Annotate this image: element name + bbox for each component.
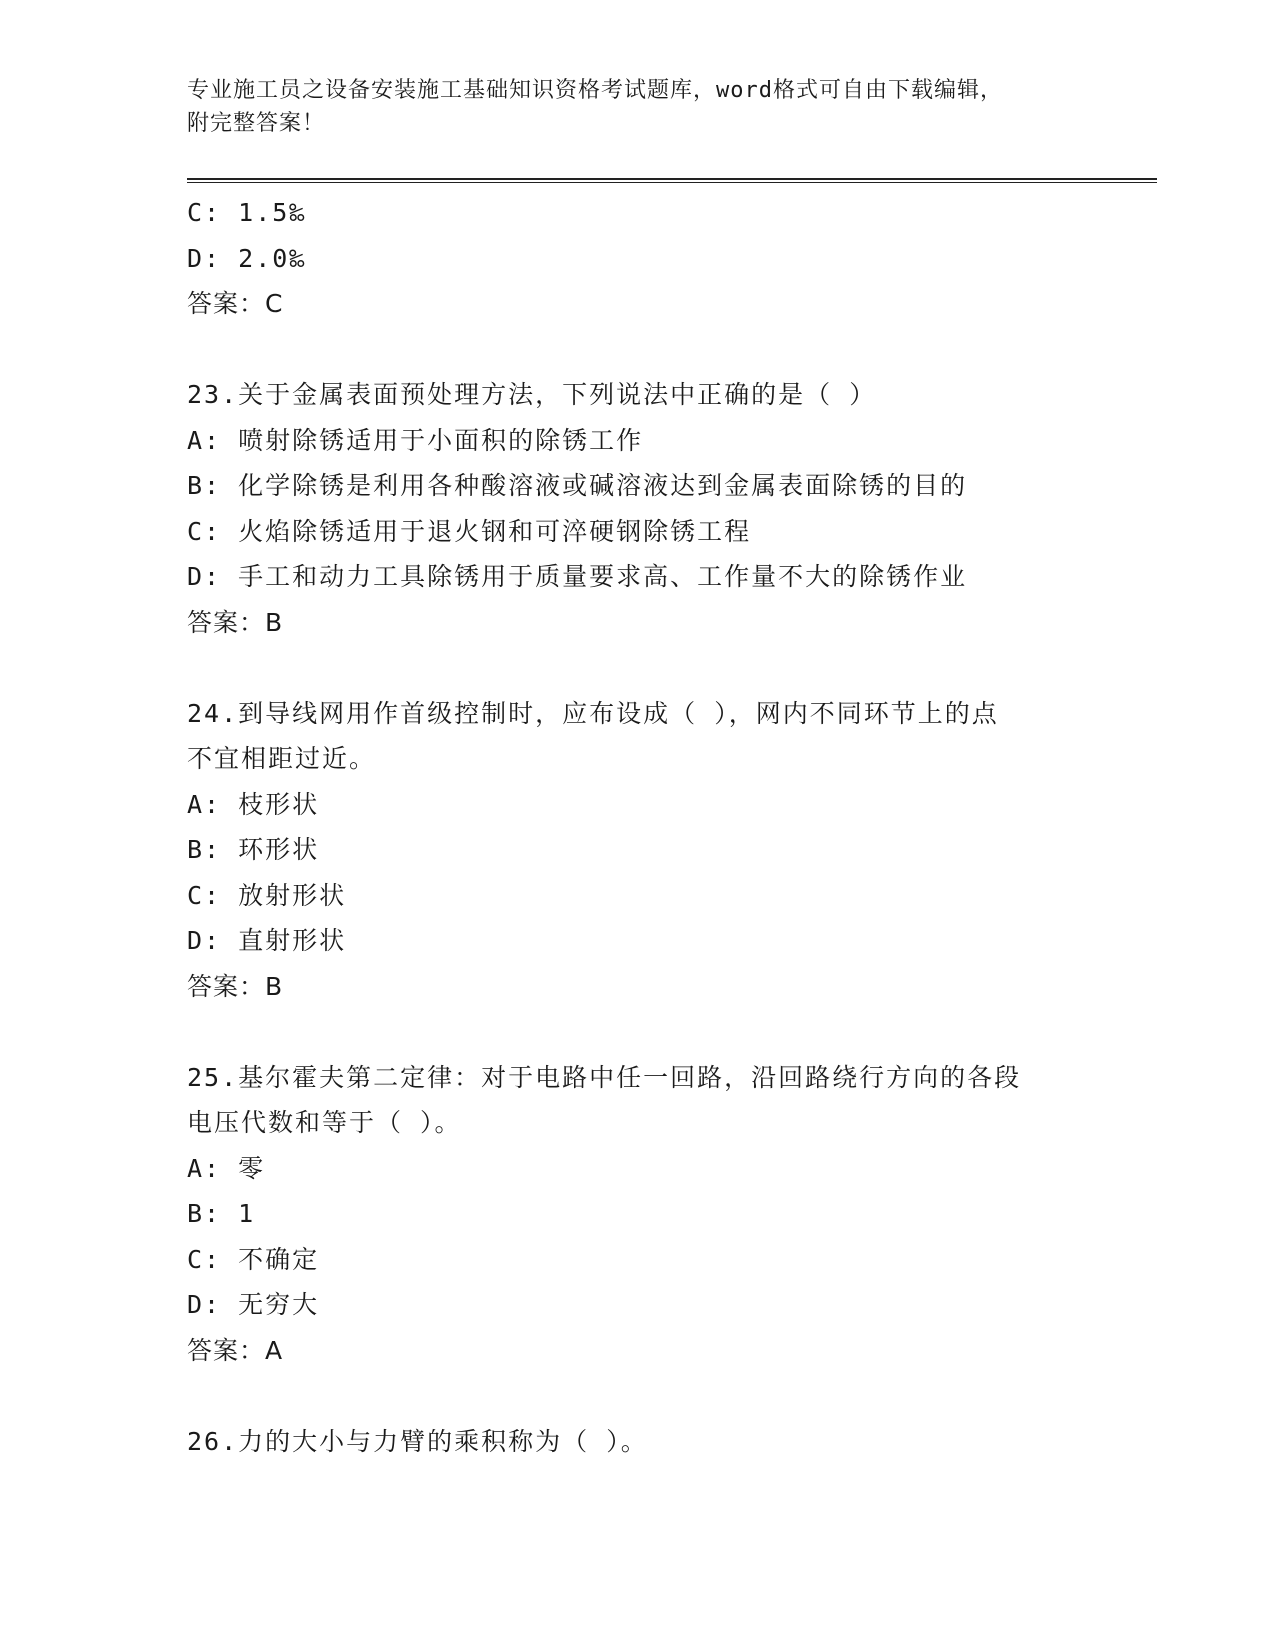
answer: 答案：C: [187, 289, 284, 318]
question-24-text-cont: 不宜相距过近。: [187, 744, 377, 773]
option-a: A: 枝形状: [187, 789, 320, 819]
option-d: D: 无穷大: [187, 1290, 320, 1319]
answer: 答案：B: [187, 607, 284, 637]
option-c: C: 不确定: [187, 1244, 320, 1274]
question-25-text: 25.基尔霍夫第二定律：对于电路中任一回路，沿回路绕行方向的各段: [187, 1062, 1022, 1092]
answer: 答案：B: [187, 971, 284, 1001]
header-rule-thick: [187, 178, 1157, 180]
answer: 答案：A: [187, 1335, 284, 1365]
spacer: [187, 645, 1107, 691]
spacer: [187, 1009, 1107, 1055]
question-24-text: 24.到导线网用作首级控制时，应布设成（ ），网内不同环节上的点: [187, 698, 999, 728]
option-b: B: 1: [187, 1199, 256, 1228]
spacer: [187, 1373, 1107, 1419]
spacer: [187, 327, 1107, 373]
question-26-text: 26.力的大小与力臂的乘积称为（ ）。: [187, 1426, 648, 1456]
question-23-text: 23.关于金属表面预处理方法，下列说法中正确的是（ ）: [187, 380, 877, 409]
option-c: C: 火焰除锈适用于退火钢和可淬硬钢除锈工程: [187, 516, 752, 546]
option-b: B: 环形状: [187, 835, 320, 864]
header-line-1: 专业施工员之设备安装施工基础知识资格考试题库，word格式可自由下载编辑，: [187, 78, 1003, 103]
option-d: D: 手工和动力工具除锈用于质量要求高、工作量不大的除锈作业: [187, 562, 968, 591]
header-rule-thin: [187, 182, 1157, 183]
option-d: D: 直射形状: [187, 926, 347, 955]
option-a: A: 零: [187, 1153, 266, 1183]
question-list: [187, 190, 1107, 1464]
option-d: D: 2.0‰: [187, 243, 307, 273]
option-c: C: 放射形状: [187, 880, 347, 910]
document-header: [187, 74, 1087, 140]
option-a: A: 喷射除锈适用于小面积的除锈工作: [187, 425, 644, 455]
option-c: C: 1.5‰: [187, 198, 307, 227]
option-b: B: 化学除锈是利用各种酸溶液或碱溶液达到金属表面除锈的目的: [187, 471, 968, 500]
question-25-text-cont: 电压代数和等于（ ）。: [187, 1108, 462, 1137]
header-line-2: 附完整答案！: [187, 111, 326, 136]
